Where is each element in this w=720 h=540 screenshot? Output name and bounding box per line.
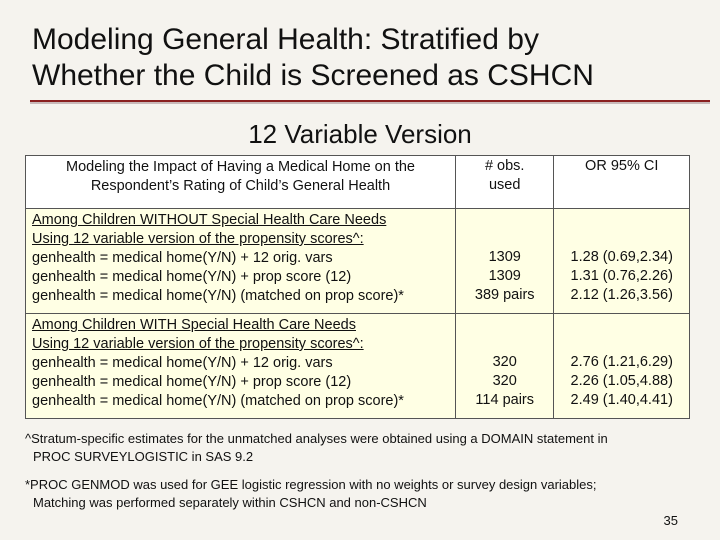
header-col1-line1: Modeling the Impact of Having a Medical Home on the xyxy=(65,159,415,175)
obs-cell-with-shcn xyxy=(455,314,553,419)
model-cell-without-shcn xyxy=(26,209,456,314)
model-line: genhealth = medical home(Y/N) + 12 orig. vars xyxy=(32,250,333,266)
ci-value: 1.28 (0.69,2.34) xyxy=(570,249,673,265)
model-line: genhealth = medical home(Y/N) + 12 orig. vars xyxy=(32,355,333,371)
table-row-without-shcn xyxy=(26,209,690,314)
ci-value: 2.12 (1.26,3.56) xyxy=(570,287,673,303)
obs-cell-without-shcn xyxy=(455,209,553,314)
footnote-stratum xyxy=(25,430,705,466)
obs-value: 114 pairs xyxy=(475,392,534,408)
ci-value: 2.49 (1.40,4.41) xyxy=(570,392,673,408)
group-heading: Among Children WITHOUT Special Health Care Needs xyxy=(32,212,387,228)
model-line: genhealth = medical home(Y/N) (matched on prop score)* xyxy=(32,288,404,304)
model-cell-with-shcn xyxy=(26,314,456,419)
footnote-2-line-2: Matching was performed separately within CSHCN and non-CSHCN xyxy=(33,495,427,510)
obs-value: 320 xyxy=(492,373,517,389)
model-line: genhealth = medical home(Y/N) (matched on prop score)* xyxy=(32,393,404,409)
model-line: genhealth = medical home(Y/N) + prop score (12) xyxy=(32,374,352,390)
header-obs-used xyxy=(455,156,553,209)
table-header-row xyxy=(26,156,690,209)
obs-value: 1309 xyxy=(488,268,521,284)
header-or-ci: OR 95% CI xyxy=(554,156,690,209)
obs-value: 389 pairs xyxy=(474,287,535,303)
ci-cell-without-shcn xyxy=(554,209,690,314)
header-model-description xyxy=(26,156,456,209)
group-subheading: Using 12 variable version of the propensity scores^: xyxy=(32,231,364,247)
title-divider xyxy=(30,100,710,104)
table-row-with-shcn xyxy=(26,314,690,419)
model-line: genhealth = medical home(Y/N) + prop score (12) xyxy=(32,269,352,285)
results-table xyxy=(25,155,690,419)
ci-value: 2.26 (1.05,4.88) xyxy=(570,373,673,389)
header-col2-line1: # obs. xyxy=(484,158,525,174)
obs-value: 1309 xyxy=(488,249,521,265)
slide-title xyxy=(32,22,692,94)
group-heading: Among Children WITH Special Health Care Needs xyxy=(32,317,356,333)
obs-value: 320 xyxy=(492,354,517,370)
ci-cell-with-shcn xyxy=(554,314,690,419)
header-col1-line2: Respondent’s Rating of Child’s General Health xyxy=(90,178,391,194)
slide-title-line-1: Modeling General Health: Stratified by xyxy=(32,23,539,56)
footnote-1-line-2: PROC SURVEYLOGISTIC in SAS 9.2 xyxy=(33,449,254,464)
group-subheading: Using 12 variable version of the propensity scores^: xyxy=(32,336,364,352)
footnote-genmod xyxy=(25,476,705,512)
page-number: 35 xyxy=(663,513,678,528)
header-col2-line2: used xyxy=(488,177,521,193)
ci-value: 2.76 (1.21,6.29) xyxy=(570,354,673,370)
ci-value: 1.31 (0.76,2.26) xyxy=(570,268,673,284)
footnotes xyxy=(25,430,705,522)
slide-title-line-2: Whether the Child is Screened as CSHCN xyxy=(32,59,594,92)
footnote-2-line-1: *PROC GENMOD was used for GEE logistic regression with no weights or survey design variables; xyxy=(25,477,597,492)
footnote-1-line-1: ^Stratum-specific estimates for the unmatched analyses were obtained using a DOMAIN statement in xyxy=(25,431,608,446)
slide-subtitle: 12 Variable Version xyxy=(248,119,472,149)
